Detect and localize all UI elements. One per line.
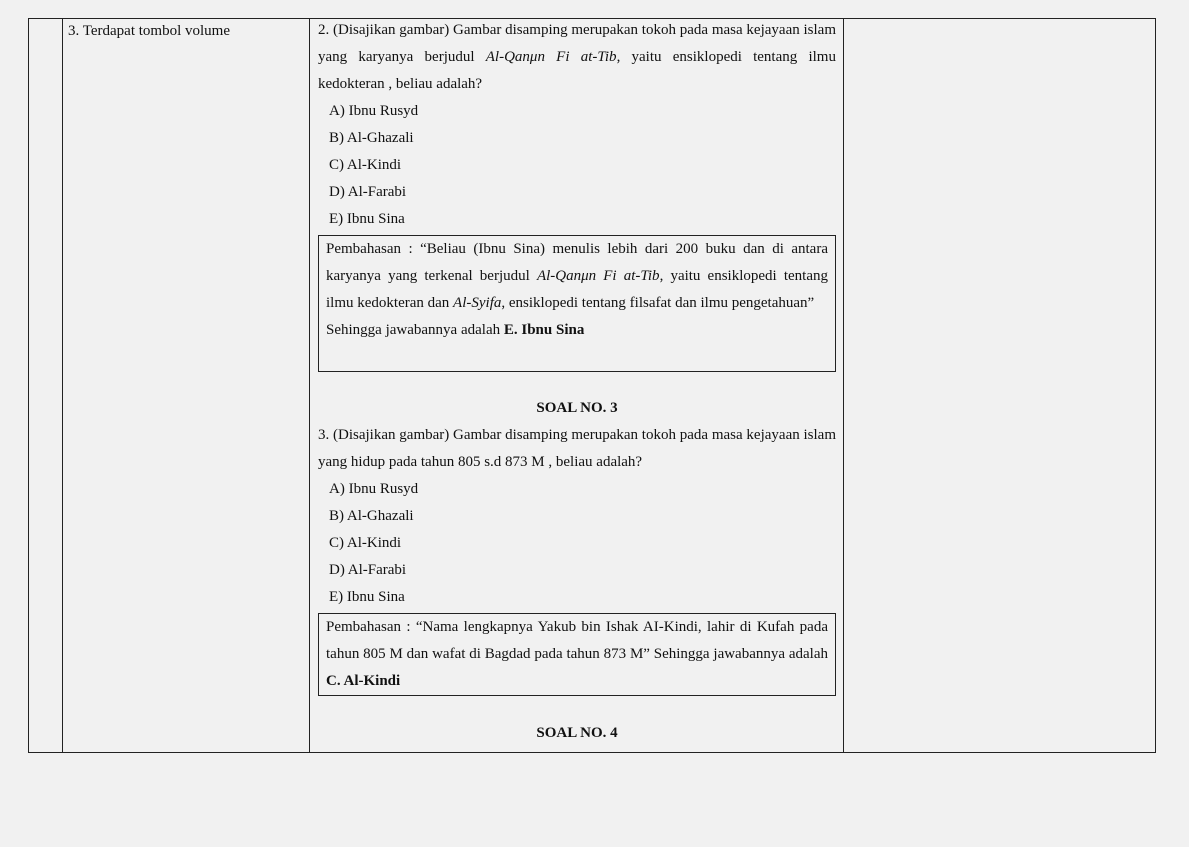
indicator-cell: 3. Terdapat tombol volume	[68, 23, 230, 39]
question-2-explanation	[326, 236, 828, 317]
answer-prefix: Sehingga jawabannya adalah	[326, 322, 504, 338]
question-content	[318, 17, 836, 747]
explanation-text: Pembahasan : “Nama lengkapnya Yakub bin Ishak AI-Kindi, lahir di Kufah pada tahun 805 M dan wafat di Bagdad pada tahun 873 M” Sehingga jawabannya adalah	[326, 619, 828, 662]
question-3-stem: 3. (Disajikan gambar) Gambar disamping merupakan tokoh pada masa kejayaan islam yang hidup pada tahun 805 s.d 873 M , beliau adalah?	[318, 427, 836, 470]
option-a: A) Ibnu Rusyd	[329, 103, 419, 119]
option-c: C) Al-Kindi	[329, 157, 402, 173]
question-2-options	[318, 98, 836, 233]
soal-4-heading: SOAL NO. 4	[536, 725, 618, 741]
answer-value: C. Al-Kindi	[326, 673, 401, 689]
option-e: E) Ibnu Sina	[329, 589, 405, 605]
question-2-stem-title: Al-Qanμn Fi at-Tib	[485, 49, 617, 65]
explanation-title-2: Al-Syifa	[453, 295, 502, 311]
question-2-explanation-box	[318, 235, 836, 372]
option-d: D) Al-Farabi	[329, 184, 407, 200]
question-2-stem	[318, 17, 836, 98]
question-2-answer	[326, 317, 828, 344]
column-divider-1	[62, 18, 63, 753]
soal-3-heading: SOAL NO. 3	[536, 400, 618, 416]
question-3-options	[318, 476, 836, 611]
option-b: B) Al-Ghazali	[329, 130, 414, 146]
explanation-title-1: Al-Qanμn Fi at-Tib	[536, 268, 660, 284]
option-c: C) Al-Kindi	[329, 535, 402, 551]
answer-value: E. Ibnu Sina	[503, 322, 585, 338]
column-divider-3	[843, 18, 844, 753]
question-3-explanation	[326, 614, 828, 695]
explanation-text-3: , ensiklopedi tentang filsafat dan ilmu pengetahuan”	[501, 295, 815, 311]
option-a: A) Ibnu Rusyd	[329, 481, 419, 497]
option-d: D) Al-Farabi	[329, 562, 407, 578]
question-2-stem-end: , yaitu ensiklopedi tentang ilmu kedokteran , beliau adalah?	[318, 49, 836, 92]
explanation-text-2: , yaitu ensiklopedi tentang ilmu kedokteran dan	[326, 268, 828, 311]
question-2-stem-text: 2. (Disajikan gambar) Gambar disamping merupakan tokoh pada masa kejayaan islam yang karyanya berjudul	[318, 22, 836, 65]
option-b: B) Al-Ghazali	[329, 508, 414, 524]
explanation-text-1: Pembahasan : “Beliau (Ibnu Sina) menulis lebih dari 200 buku dan di antara karyanya yang terkenal berjudul	[326, 241, 828, 284]
question-3-explanation-box	[318, 613, 836, 696]
column-divider-2	[309, 18, 310, 753]
option-e: E) Ibnu Sina	[329, 211, 405, 227]
